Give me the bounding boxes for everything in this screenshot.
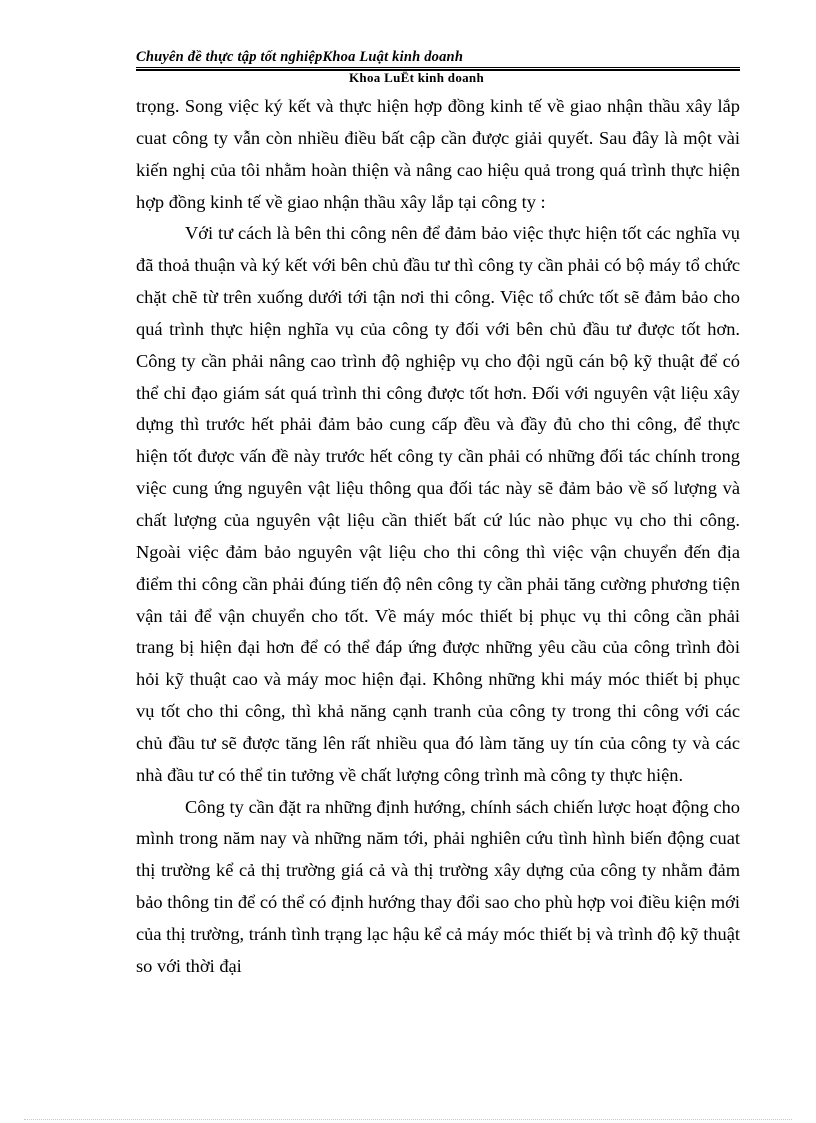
paragraph-1: trọng. Song việc ký kết và thực hiện hợp đồng kinh tế về giao nhận thầu xây lắp cuat công ty vẫn còn nhiều điều bất cập cần được giải quyết. Sau đây là một vài kiến nghị của tôi nhằm hoàn thiện và nâng cao hiệu quả trong quá trình thực hiện hợp đồng kinh tế về giao nhận thầu xây lắp tại công ty : <box>136 96 740 212</box>
header-title: Chuyên đề thực tập tốt nghiệpKhoa Luật kinh doanh <box>136 49 464 65</box>
paragraph-3: Công ty cần đặt ra những định hướng, chính sách chiến lược hoạt động cho mình trong năm nay và những năm tới, phải nghiên cứu tình hình biến động cuat thị trường kể cả thị trường giá cả và thị trường xây dựng của công ty nhằm đảm bảo thông tin để có thể có định hướng thay đổi sao cho phù hợp voi điều kiện mới của thị trường, tránh tình trạng lạc hậu kể cả máy móc thiết bị và trình độ kỹ thuật so với thời đại <box>136 796 740 976</box>
paragraph-2: Với tư cách là bên thi công nên để đảm bảo việc thực hiện tốt các nghĩa vụ đã thoả thuận và ký kết với bên chủ đầu tư thì công ty cần phải có bộ máy tổ chức chặt chẽ từ trên xuống dưới tới tận nơi thi công. Việc tổ chức tốt sẽ đảm bảo cho quá trình thực hiện nghĩa vụ của công ty đối với bên chủ đầu tư được tốt hơn. Công ty cần phải nâng cao trình độ nghiệp vụ cho đội ngũ cán bộ kỹ thuật để có thể chỉ đạo giám sát quá trình thi công được tốt hơn. Đối với nguyên vật liệu xây dựng thì trước hết phải đảm bảo cung cấp đều và đầy đủ cho thi công, để thực hiện tốt được vấn đề này trước hết công ty cần phải có những đối tác chính trong việc cung ứng nguyên vật liệu thông qua đối tác này sẽ đảm bảo về số lượng và chất lượng của nguyên vật liệu cần thiết bất cứ lúc nào phục vụ cho thi công. Ngoài việc đảm bảo nguyên vật liệu cho thi công thì việc vận chuyển đến địa điểm thi công cần phải đúng tiến độ nên công ty cần phải tăng cường phương tiện vận tải để vận chuyển cho tốt. Về máy móc thiết bị phục vụ thi công cần phải trang bị hiện đại hơn để có thể đáp ứng được những yêu cầu của công trình đòi hỏi kỹ thuật cao và máy moc hiện đại. Không những khi máy móc thiết bị phục vụ tốt cho thi công, thì khả năng cạnh tranh của công ty trong thi công với các chủ đầu tư sẽ được tăng lên rất nhiều qua đó làm tăng uy tín của công ty và các nhà đầu tư có thể tin tưởng về chất lượng công trình mà công ty thực hiện. <box>136 223 740 785</box>
page-header <box>136 49 740 85</box>
header-subtitle: Khoa LuËt kinh doanh <box>349 70 484 85</box>
header-rule-thin <box>136 67 740 68</box>
page-bottom-border <box>24 1119 792 1120</box>
document-body <box>136 91 740 983</box>
